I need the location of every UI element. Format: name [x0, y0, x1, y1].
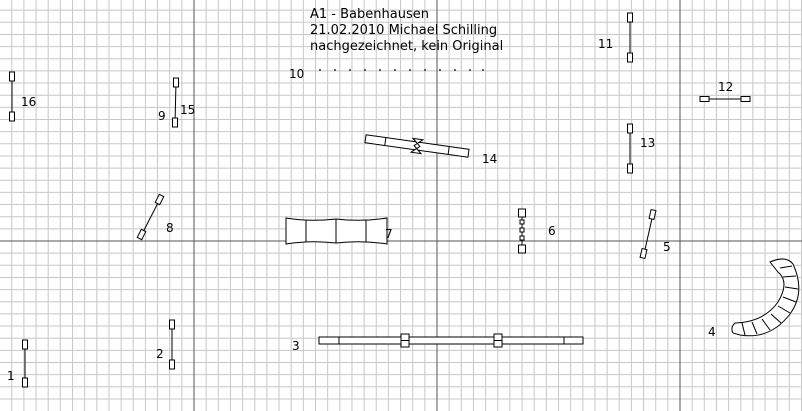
course-title: A1 - Babenhausen: [310, 7, 429, 22]
label-12: 12: [718, 80, 734, 94]
obstacle-12-jump: [700, 97, 750, 102]
obstacle-6-weave: [519, 209, 526, 253]
label-14: 14: [482, 152, 498, 166]
obstacle-1-jump: [23, 340, 28, 387]
course-note: nachgezeichnet, kein Original: [310, 39, 504, 54]
obstacle-16-jump: [10, 72, 15, 121]
label-11: 11: [598, 37, 614, 51]
label-8: 8: [166, 221, 174, 235]
label-13: 13: [640, 136, 656, 150]
label-16: 16: [21, 95, 37, 109]
obstacle-9-15-jump: [173, 78, 179, 127]
obstacle-3-dogwalk: [319, 334, 583, 347]
label-2: 2: [156, 347, 164, 361]
label-6: 6: [548, 224, 556, 238]
label-3: 3: [292, 339, 300, 353]
obstacle-2-jump: [170, 320, 175, 369]
label-1: 1: [7, 369, 15, 383]
course-date-author: 21.02.2010 Michael Schilling: [310, 23, 498, 38]
obstacle-7-tunnel: [286, 218, 387, 244]
course-title-block: [310, 7, 503, 55]
label-4: 4: [708, 325, 716, 339]
label-5: 5: [663, 240, 671, 254]
label-7: 7: [385, 227, 393, 241]
label-9: 9: [158, 109, 166, 123]
label-15: 15: [180, 103, 196, 117]
label-10: 10: [289, 67, 305, 81]
